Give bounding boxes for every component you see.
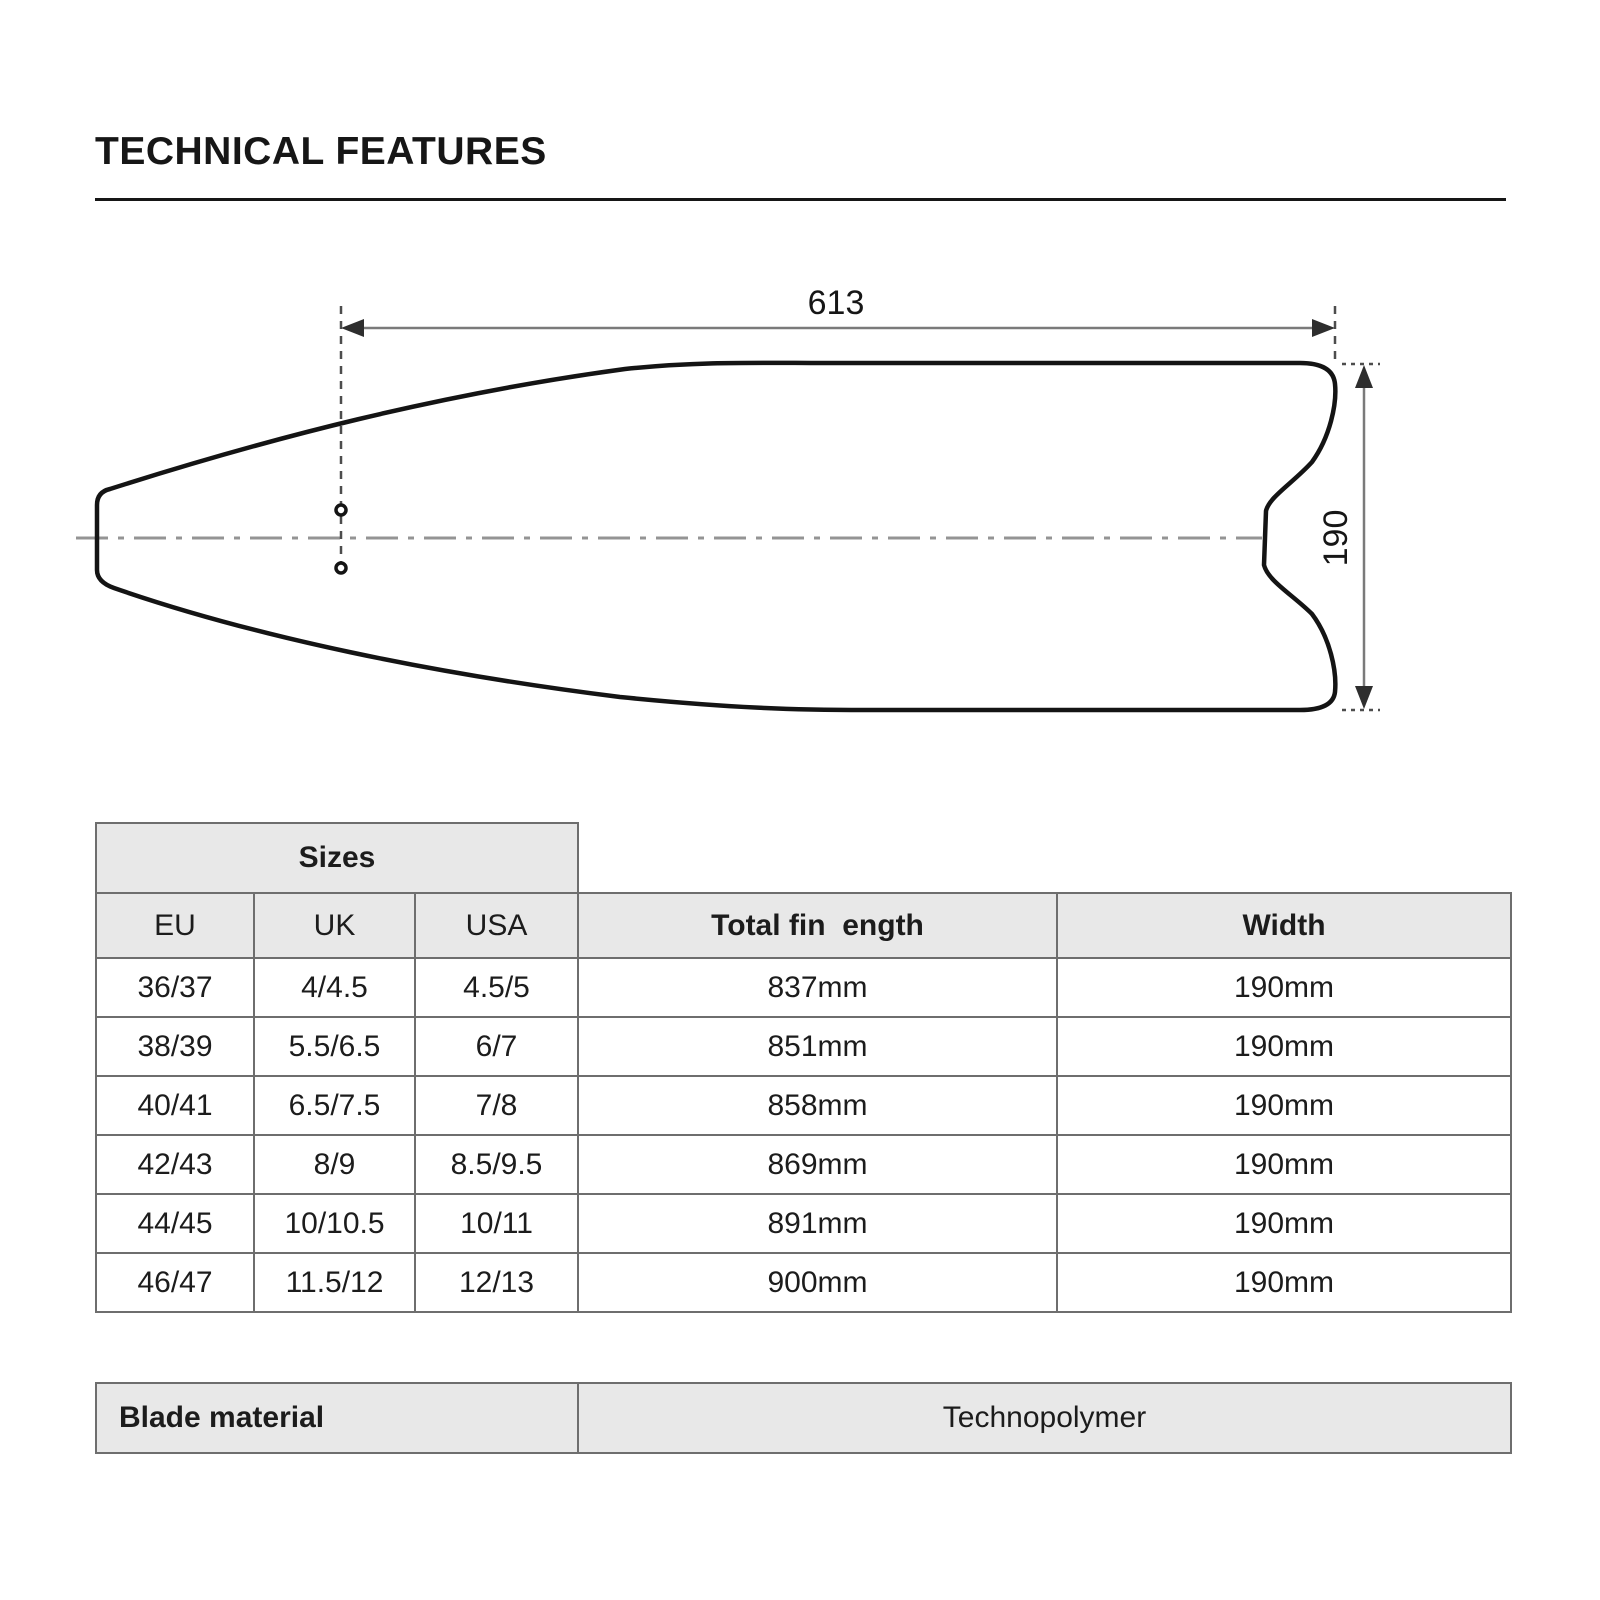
- cell-total-length: 851mm: [578, 1017, 1057, 1076]
- cell-eu: 42/43: [96, 1135, 254, 1194]
- cell-width: 190mm: [1057, 1076, 1511, 1135]
- page-title: TECHNICAL FEATURES: [95, 130, 547, 173]
- column-header-width: Width: [1057, 893, 1511, 958]
- cell-uk: 4/4.5: [254, 958, 415, 1017]
- fin-blade-outline: [97, 363, 1335, 710]
- cell-uk: 10/10.5: [254, 1194, 415, 1253]
- cell-width: 190mm: [1057, 1194, 1511, 1253]
- table-row: [96, 958, 1511, 1017]
- cell-width: 190mm: [1057, 958, 1511, 1017]
- table-row: [96, 1135, 1511, 1194]
- blade-material-label: Blade material: [96, 1383, 578, 1453]
- length-dimension-value: 613: [807, 284, 865, 322]
- mount-hole-top: [336, 505, 346, 515]
- cell-uk: 11.5/12: [254, 1253, 415, 1312]
- table-row: [96, 1253, 1511, 1312]
- table-row: [96, 1076, 1511, 1135]
- table-row: [96, 1194, 1511, 1253]
- blade-material-value: Technopolymer: [578, 1383, 1511, 1453]
- cell-eu: 44/45: [96, 1194, 254, 1253]
- cell-usa: 8.5/9.5: [415, 1135, 578, 1194]
- cell-uk: 5.5/6.5: [254, 1017, 415, 1076]
- width-arrow-bottom-icon: [1355, 686, 1373, 709]
- cell-usa: 7/8: [415, 1076, 578, 1135]
- mount-hole-bottom: [336, 563, 346, 573]
- cell-usa: 6/7: [415, 1017, 578, 1076]
- length-arrow-right-icon: [1312, 319, 1335, 337]
- column-header-eu: EU: [96, 893, 254, 958]
- length-arrow-left-icon: [341, 319, 364, 337]
- cell-width: 190mm: [1057, 1135, 1511, 1194]
- cell-eu: 40/41: [96, 1076, 254, 1135]
- cell-usa: 10/11: [415, 1194, 578, 1253]
- cell-usa: 12/13: [415, 1253, 578, 1312]
- cell-total-length: 869mm: [578, 1135, 1057, 1194]
- cell-total-length: 858mm: [578, 1076, 1057, 1135]
- cell-total-length: 891mm: [578, 1194, 1057, 1253]
- cell-eu: 36/37: [96, 958, 254, 1017]
- cell-eu: 38/39: [96, 1017, 254, 1076]
- width-dimension-value: 190: [1316, 509, 1355, 567]
- cell-usa: 4.5/5: [415, 958, 578, 1017]
- table-row: [96, 1017, 1511, 1076]
- width-arrow-top-icon: [1355, 365, 1373, 388]
- cell-uk: 8/9: [254, 1135, 415, 1194]
- column-header-uk: UK: [254, 893, 415, 958]
- cell-total-length: 900mm: [578, 1253, 1057, 1312]
- cell-uk: 6.5/7.5: [254, 1076, 415, 1135]
- size-table: [95, 822, 1512, 1313]
- cell-width: 190mm: [1057, 1017, 1511, 1076]
- cell-width: 190mm: [1057, 1253, 1511, 1312]
- cell-eu: 46/47: [96, 1253, 254, 1312]
- material-table: [95, 1382, 1512, 1454]
- empty-header-space: [578, 823, 1511, 893]
- sizes-group-header: Sizes: [96, 823, 578, 893]
- cell-total-length: 837mm: [578, 958, 1057, 1017]
- column-header-total-fin-length: Total fin ength: [578, 893, 1057, 958]
- column-header-usa: USA: [415, 893, 578, 958]
